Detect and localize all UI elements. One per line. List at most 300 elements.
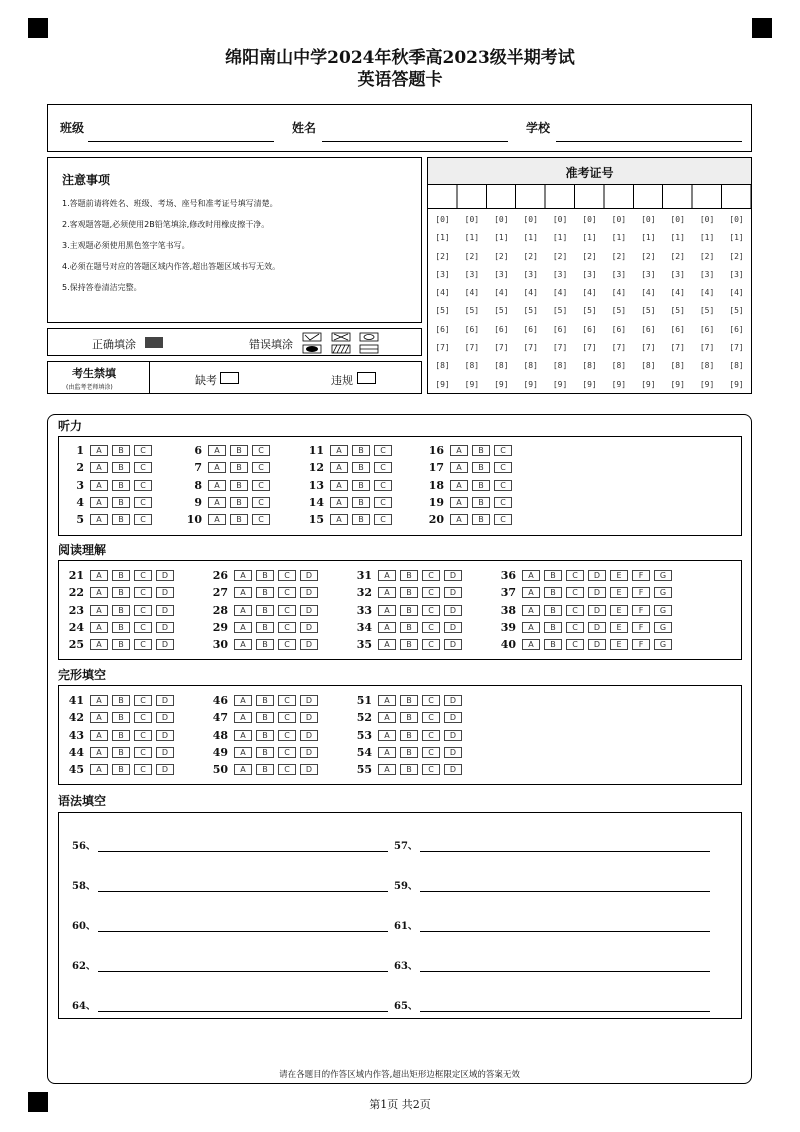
admission-digit-bubble[interactable]: [4] [699, 288, 715, 298]
admission-digit-bubble[interactable]: [4] [670, 288, 685, 298]
admission-digit-bubble[interactable]: [9] [729, 379, 744, 389]
fill-item[interactable] [72, 877, 388, 892]
admission-digit-bubble[interactable]: [5] [523, 306, 538, 316]
answer-bubble[interactable]: B [112, 712, 130, 723]
admission-digit-bubble[interactable]: [5] [582, 306, 597, 316]
answer-bubble[interactable]: C [134, 497, 152, 508]
answer-bubble[interactable]: B [112, 605, 130, 616]
answer-bubble[interactable]: C [134, 695, 152, 706]
admission-digit-bubble[interactable]: [5] [611, 306, 627, 316]
answer-bubble[interactable]: C [134, 605, 152, 616]
answer-bubble[interactable]: B [400, 622, 418, 633]
admission-digit-bubble[interactable]: [8] [699, 361, 715, 371]
answer-bubble[interactable]: B [472, 480, 490, 491]
answer-bubble[interactable]: D [588, 587, 606, 598]
answer-bubble[interactable]: B [544, 587, 562, 598]
admission-digit-bubble[interactable]: [2] [435, 251, 450, 261]
admission-digit-bubble[interactable]: [9] [523, 379, 538, 389]
admission-digit-bubble[interactable]: [8] [464, 361, 480, 371]
class-field[interactable] [88, 141, 274, 142]
answer-bubble[interactable]: A [378, 587, 396, 598]
answer-bubble[interactable]: B [256, 605, 274, 616]
admission-digit-bubble[interactable]: [0] [523, 215, 538, 224]
answer-bubble[interactable]: A [378, 639, 396, 650]
answer-bubble[interactable]: A [90, 570, 108, 581]
answer-bubble[interactable]: A [234, 587, 252, 598]
admission-digit-bubble[interactable]: [6] [552, 324, 568, 334]
admission-digit-bubble[interactable]: [0] [582, 215, 597, 224]
answer-bubble[interactable]: B [472, 497, 490, 508]
admission-digit-bubble[interactable]: [9] [435, 379, 450, 389]
admission-digit-bubble[interactable]: [7] [494, 343, 509, 353]
answer-bubble[interactable]: A [208, 514, 226, 525]
answer-bubble[interactable]: C [566, 639, 584, 650]
admission-digit-bubble[interactable]: [2] [464, 251, 480, 261]
answer-bubble[interactable]: B [400, 764, 418, 775]
answer-bubble[interactable]: B [256, 712, 274, 723]
answer-bubble[interactable]: D [444, 695, 462, 706]
answer-bubble[interactable]: E [610, 639, 628, 650]
answer-bubble[interactable]: C [494, 462, 512, 473]
answer-bubble[interactable]: D [444, 764, 462, 775]
answer-bubble[interactable]: C [422, 712, 440, 723]
answer-bubble[interactable]: A [234, 712, 252, 723]
admission-digit-bubble[interactable]: [6] [523, 324, 538, 334]
answer-bubble[interactable]: B [256, 730, 274, 741]
answer-bubble[interactable]: C [422, 730, 440, 741]
answer-bubble[interactable]: C [494, 480, 512, 491]
answer-bubble[interactable]: A [90, 747, 108, 758]
admission-digit-bubble[interactable]: [4] [611, 288, 627, 298]
answer-bubble[interactable]: C [422, 587, 440, 598]
answer-bubble[interactable]: A [90, 462, 108, 473]
answer-bubble[interactable]: C [278, 587, 296, 598]
answer-bubble[interactable]: A [90, 730, 108, 741]
admission-digit-bubble[interactable]: [6] [699, 324, 715, 334]
answer-bubble[interactable]: C [278, 639, 296, 650]
admission-digit-bubble[interactable]: [8] [670, 361, 685, 371]
answer-bubble[interactable]: A [450, 497, 468, 508]
answer-bubble[interactable]: C [134, 764, 152, 775]
admission-digit-bubble[interactable]: [1] [611, 233, 627, 243]
answer-bubble[interactable]: B [256, 639, 274, 650]
answer-bubble[interactable]: B [112, 570, 130, 581]
answer-bubble[interactable]: A [234, 695, 252, 706]
answer-bubble[interactable]: B [256, 764, 274, 775]
admission-digit-bubble[interactable]: [2] [523, 251, 538, 261]
admission-digit-bubble[interactable]: [6] [729, 324, 744, 334]
answer-bubble[interactable]: A [208, 497, 226, 508]
admission-digit-bubble[interactable]: [6] [582, 324, 597, 334]
admission-digit-bubble[interactable]: [4] [494, 288, 509, 298]
admission-digit-bubble[interactable]: [1] [464, 233, 480, 243]
answer-bubble[interactable]: D [156, 747, 174, 758]
answer-bubble[interactable]: B [352, 462, 370, 473]
answer-bubble[interactable]: A [234, 730, 252, 741]
answer-bubble[interactable]: D [444, 730, 462, 741]
admission-digit-bubble[interactable]: [3] [670, 269, 685, 279]
admission-digit-bubble[interactable]: [8] [641, 361, 656, 371]
answer-bubble[interactable]: A [330, 445, 348, 456]
answer-bubble[interactable]: D [156, 639, 174, 650]
answer-bubble[interactable]: A [450, 480, 468, 491]
answer-bubble[interactable]: B [230, 462, 248, 473]
answer-bubble[interactable]: A [522, 622, 540, 633]
answer-bubble[interactable]: B [112, 480, 130, 491]
answer-bubble[interactable]: D [588, 622, 606, 633]
admission-digit-bubble[interactable]: [0] [670, 215, 685, 224]
answer-bubble[interactable]: A [234, 639, 252, 650]
answer-bubble[interactable]: B [112, 695, 130, 706]
admission-digit-bubble[interactable]: [1] [552, 233, 568, 243]
answer-bubble[interactable]: C [252, 480, 270, 491]
answer-bubble[interactable]: E [610, 587, 628, 598]
answer-bubble[interactable]: B [400, 695, 418, 706]
answer-bubble[interactable]: D [444, 639, 462, 650]
answer-bubble[interactable]: C [566, 622, 584, 633]
admission-digit-bubble[interactable]: [4] [641, 288, 656, 298]
answer-bubble[interactable]: B [256, 747, 274, 758]
admission-digit-bubble[interactable]: [7] [670, 343, 685, 353]
fill-item[interactable] [394, 997, 710, 1012]
answer-bubble[interactable]: A [330, 497, 348, 508]
answer-bubble[interactable]: C [278, 695, 296, 706]
admission-digit-bubble[interactable]: [8] [582, 361, 597, 371]
absent-checkbox[interactable] [220, 372, 239, 384]
answer-bubble[interactable]: C [278, 764, 296, 775]
answer-bubble[interactable]: C [252, 497, 270, 508]
answer-bubble[interactable]: D [156, 605, 174, 616]
answer-bubble[interactable]: C [494, 497, 512, 508]
answer-bubble[interactable]: A [522, 605, 540, 616]
answer-bubble[interactable]: D [300, 570, 318, 581]
answer-bubble[interactable]: D [444, 712, 462, 723]
answer-bubble[interactable]: A [90, 764, 108, 775]
answer-bubble[interactable]: D [156, 587, 174, 598]
answer-bubble[interactable]: C [278, 730, 296, 741]
answer-bubble[interactable]: G [654, 570, 672, 581]
answer-bubble[interactable]: A [90, 639, 108, 650]
admission-digit-bubble[interactable]: [9] [494, 379, 509, 389]
admission-digit-bubble[interactable]: [0] [494, 215, 509, 224]
answer-bubble[interactable]: B [352, 445, 370, 456]
admission-digit-bubble[interactable]: [5] [435, 306, 450, 316]
answer-bubble[interactable]: A [330, 480, 348, 491]
answer-bubble[interactable]: B [112, 462, 130, 473]
admission-digit-bubble[interactable]: [7] [523, 343, 538, 353]
admission-digit-bubble[interactable]: [1] [494, 233, 509, 243]
answer-bubble[interactable]: A [378, 764, 396, 775]
answer-bubble[interactable]: B [230, 445, 248, 456]
answer-bubble[interactable]: D [588, 570, 606, 581]
answer-bubble[interactable]: B [112, 514, 130, 525]
admission-digit-bubble[interactable]: [2] [699, 251, 715, 261]
answer-bubble[interactable]: C [134, 570, 152, 581]
answer-bubble[interactable]: A [90, 480, 108, 491]
answer-bubble[interactable]: D [444, 570, 462, 581]
admission-digit-bubble[interactable]: [8] [523, 361, 538, 371]
answer-bubble[interactable]: B [400, 587, 418, 598]
answer-bubble[interactable]: D [156, 764, 174, 775]
admission-digit-bubble[interactable]: [1] [729, 233, 744, 243]
answer-bubble[interactable]: C [134, 480, 152, 491]
answer-bubble[interactable]: B [112, 497, 130, 508]
admission-digit-bubble[interactable]: [3] [582, 269, 597, 279]
answer-bubble[interactable]: B [256, 695, 274, 706]
answer-bubble[interactable]: D [156, 695, 174, 706]
answer-bubble[interactable]: E [610, 622, 628, 633]
fill-item[interactable] [72, 837, 388, 852]
answer-bubble[interactable]: A [522, 570, 540, 581]
admission-digit-bubble[interactable]: [4] [464, 288, 480, 298]
answer-bubble[interactable]: B [112, 730, 130, 741]
answer-bubble[interactable]: E [610, 605, 628, 616]
answer-bubble[interactable]: B [112, 622, 130, 633]
admission-digit-bubble[interactable]: [3] [699, 269, 715, 279]
answer-bubble[interactable]: C [134, 514, 152, 525]
answer-bubble[interactable]: C [422, 570, 440, 581]
answer-bubble[interactable]: C [374, 497, 392, 508]
admission-digit-bubble[interactable]: [8] [494, 361, 509, 371]
answer-bubble[interactable]: C [134, 462, 152, 473]
violation-checkbox[interactable] [357, 372, 376, 384]
admission-digit-bubble[interactable]: [0] [641, 215, 656, 224]
answer-bubble[interactable]: A [330, 462, 348, 473]
admission-digit-bubble[interactable]: [5] [464, 306, 480, 316]
answer-bubble[interactable]: A [90, 622, 108, 633]
admission-digit-bubble[interactable]: [8] [552, 361, 568, 371]
answer-bubble[interactable]: C [566, 570, 584, 581]
admission-digit-bubble[interactable]: [6] [435, 324, 450, 334]
admission-digit-bubble[interactable]: [2] [729, 251, 744, 261]
admission-digit-bubble[interactable]: [5] [552, 306, 568, 316]
admission-digit-bubble[interactable]: [4] [435, 288, 450, 298]
answer-bubble[interactable]: B [472, 462, 490, 473]
answer-bubble[interactable]: F [632, 605, 650, 616]
answer-bubble[interactable]: D [300, 622, 318, 633]
answer-bubble[interactable]: A [330, 514, 348, 525]
admission-digit-bubble[interactable]: [2] [641, 251, 656, 261]
fill-item[interactable] [72, 917, 388, 932]
admission-digit-bubble[interactable]: [9] [670, 379, 685, 389]
admission-digit-bubble[interactable]: [0] [435, 215, 450, 224]
answer-bubble[interactable]: C [422, 639, 440, 650]
answer-bubble[interactable]: C [494, 514, 512, 525]
admission-digit-bubble[interactable]: [6] [464, 324, 480, 334]
admission-digit-bubble[interactable]: [2] [552, 251, 568, 261]
answer-bubble[interactable]: B [112, 445, 130, 456]
answer-bubble[interactable]: B [112, 747, 130, 758]
answer-bubble[interactable]: A [208, 462, 226, 473]
admission-digit-bubble[interactable]: [0] [611, 215, 627, 224]
answer-bubble[interactable]: D [588, 639, 606, 650]
answer-bubble[interactable]: C [134, 712, 152, 723]
answer-bubble[interactable]: A [208, 445, 226, 456]
answer-bubble[interactable]: B [112, 587, 130, 598]
answer-bubble[interactable]: A [234, 570, 252, 581]
answer-bubble[interactable]: F [632, 570, 650, 581]
admission-digit-bubble[interactable]: [2] [670, 251, 685, 261]
admission-digit-bubble[interactable]: [4] [582, 288, 597, 298]
admission-digit-bubble[interactable]: [0] [699, 215, 715, 224]
admission-digit-bubble[interactable]: [1] [582, 233, 597, 243]
admission-digit-bubble[interactable]: [3] [729, 269, 744, 279]
admission-digit-bubble[interactable]: [1] [435, 233, 450, 243]
answer-bubble[interactable]: A [90, 445, 108, 456]
answer-bubble[interactable]: D [300, 605, 318, 616]
answer-bubble[interactable]: B [472, 514, 490, 525]
answer-bubble[interactable]: B [544, 639, 562, 650]
answer-bubble[interactable]: C [278, 570, 296, 581]
admission-digit-bubble[interactable]: [1] [670, 233, 685, 243]
admission-digit-bubble[interactable]: [0] [729, 215, 744, 224]
answer-bubble[interactable]: D [300, 587, 318, 598]
answer-bubble[interactable]: D [300, 712, 318, 723]
answer-bubble[interactable]: A [450, 445, 468, 456]
answer-bubble[interactable]: G [654, 605, 672, 616]
answer-bubble[interactable]: A [378, 570, 396, 581]
admission-digit-bubble[interactable]: [7] [729, 343, 744, 353]
answer-bubble[interactable]: A [208, 480, 226, 491]
fill-item[interactable] [394, 837, 710, 852]
admission-digit-bubble[interactable]: [8] [611, 361, 627, 371]
answer-bubble[interactable]: C [374, 514, 392, 525]
answer-bubble[interactable]: B [400, 747, 418, 758]
admission-digit-bubble[interactable]: [8] [435, 361, 450, 371]
answer-bubble[interactable]: C [278, 622, 296, 633]
answer-bubble[interactable]: A [522, 639, 540, 650]
admission-write-cells[interactable] [428, 185, 751, 209]
answer-bubble[interactable]: C [134, 747, 152, 758]
admission-digit-bubble[interactable]: [3] [464, 269, 480, 279]
admission-digit-bubble[interactable]: [4] [552, 288, 568, 298]
school-field[interactable] [556, 141, 742, 142]
admission-digit-bubble[interactable]: [3] [611, 269, 627, 279]
answer-bubble[interactable]: G [654, 639, 672, 650]
answer-bubble[interactable]: B [256, 587, 274, 598]
admission-digit-bubble[interactable]: [9] [641, 379, 656, 389]
admission-digit-bubble[interactable]: [7] [611, 343, 627, 353]
admission-digit-bubble[interactable]: [1] [699, 233, 715, 243]
answer-bubble[interactable]: D [444, 587, 462, 598]
answer-bubble[interactable]: B [112, 764, 130, 775]
answer-bubble[interactable]: D [300, 747, 318, 758]
answer-bubble[interactable]: A [234, 747, 252, 758]
answer-bubble[interactable]: E [610, 570, 628, 581]
answer-bubble[interactable]: A [378, 712, 396, 723]
answer-bubble[interactable]: C [134, 639, 152, 650]
admission-digit-bubble[interactable]: [3] [552, 269, 568, 279]
admission-digit-bubble[interactable]: [7] [641, 343, 656, 353]
answer-bubble[interactable]: C [566, 587, 584, 598]
admission-digit-bubble[interactable]: [6] [641, 324, 656, 334]
answer-bubble[interactable]: C [134, 445, 152, 456]
answer-bubble[interactable]: B [230, 480, 248, 491]
admission-digit-bubble[interactable]: [7] [435, 343, 450, 353]
answer-bubble[interactable]: C [278, 747, 296, 758]
admission-digit-bubble[interactable]: [7] [699, 343, 715, 353]
answer-bubble[interactable]: D [300, 764, 318, 775]
admission-digit-bubble[interactable]: [2] [494, 251, 509, 261]
admission-digit-bubble[interactable]: [6] [611, 324, 627, 334]
answer-bubble[interactable]: A [90, 695, 108, 706]
answer-bubble[interactable]: C [252, 514, 270, 525]
answer-bubble[interactable]: B [400, 712, 418, 723]
answer-bubble[interactable]: C [134, 730, 152, 741]
answer-bubble[interactable]: C [422, 747, 440, 758]
answer-bubble[interactable]: D [444, 622, 462, 633]
answer-bubble[interactable]: A [90, 712, 108, 723]
admission-digit-bubble[interactable]: [0] [552, 215, 568, 224]
answer-bubble[interactable]: C [134, 587, 152, 598]
answer-bubble[interactable]: C [278, 712, 296, 723]
answer-bubble[interactable]: F [632, 587, 650, 598]
admission-digit-bubble[interactable]: [4] [729, 288, 744, 298]
fill-item[interactable] [394, 917, 710, 932]
answer-bubble[interactable]: A [378, 695, 396, 706]
answer-bubble[interactable]: D [300, 695, 318, 706]
admission-digit-bubble[interactable]: [7] [464, 343, 480, 353]
admission-digit-bubble[interactable]: [4] [523, 288, 538, 298]
admission-digit-bubble[interactable]: [2] [582, 251, 597, 261]
name-field[interactable] [322, 141, 508, 142]
answer-bubble[interactable]: C [374, 462, 392, 473]
answer-bubble[interactable]: B [544, 605, 562, 616]
admission-digit-bubble[interactable]: [0] [464, 215, 480, 224]
answer-bubble[interactable]: C [374, 445, 392, 456]
answer-bubble[interactable]: A [450, 514, 468, 525]
answer-bubble[interactable]: F [632, 639, 650, 650]
answer-bubble[interactable]: F [632, 622, 650, 633]
admission-digit-bubble[interactable]: [7] [582, 343, 597, 353]
answer-bubble[interactable]: B [400, 730, 418, 741]
answer-bubble[interactable]: D [156, 570, 174, 581]
answer-bubble[interactable]: A [378, 622, 396, 633]
answer-bubble[interactable]: A [90, 605, 108, 616]
answer-bubble[interactable]: B [544, 622, 562, 633]
answer-bubble[interactable]: C [278, 605, 296, 616]
answer-bubble[interactable]: C [422, 622, 440, 633]
answer-bubble[interactable]: B [544, 570, 562, 581]
admission-digit-bubble[interactable]: [5] [699, 306, 715, 316]
answer-bubble[interactable]: A [378, 730, 396, 741]
admission-digit-bubble[interactable]: [3] [523, 269, 538, 279]
admission-digit-bubble[interactable]: [6] [670, 324, 685, 334]
admission-digit-bubble[interactable]: [5] [670, 306, 685, 316]
admission-digit-bubble[interactable]: [9] [699, 379, 715, 389]
admission-digit-bubble[interactable]: [9] [611, 379, 627, 389]
admission-digit-bubble[interactable]: [1] [641, 233, 656, 243]
answer-bubble[interactable]: C [374, 480, 392, 491]
answer-bubble[interactable]: B [230, 514, 248, 525]
answer-bubble[interactable]: A [450, 462, 468, 473]
answer-bubble[interactable]: A [90, 587, 108, 598]
fill-item[interactable] [394, 957, 710, 972]
fill-item[interactable] [72, 957, 388, 972]
answer-bubble[interactable]: C [494, 445, 512, 456]
answer-bubble[interactable]: C [422, 695, 440, 706]
answer-bubble[interactable]: A [90, 497, 108, 508]
answer-bubble[interactable]: A [522, 587, 540, 598]
answer-bubble[interactable]: B [352, 514, 370, 525]
answer-bubble[interactable]: C [252, 445, 270, 456]
answer-bubble[interactable]: D [300, 639, 318, 650]
answer-bubble[interactable]: D [444, 605, 462, 616]
answer-bubble[interactable]: B [112, 639, 130, 650]
answer-bubble[interactable]: C [252, 462, 270, 473]
admission-digit-bubble[interactable]: [9] [552, 379, 568, 389]
answer-bubble[interactable]: D [156, 730, 174, 741]
